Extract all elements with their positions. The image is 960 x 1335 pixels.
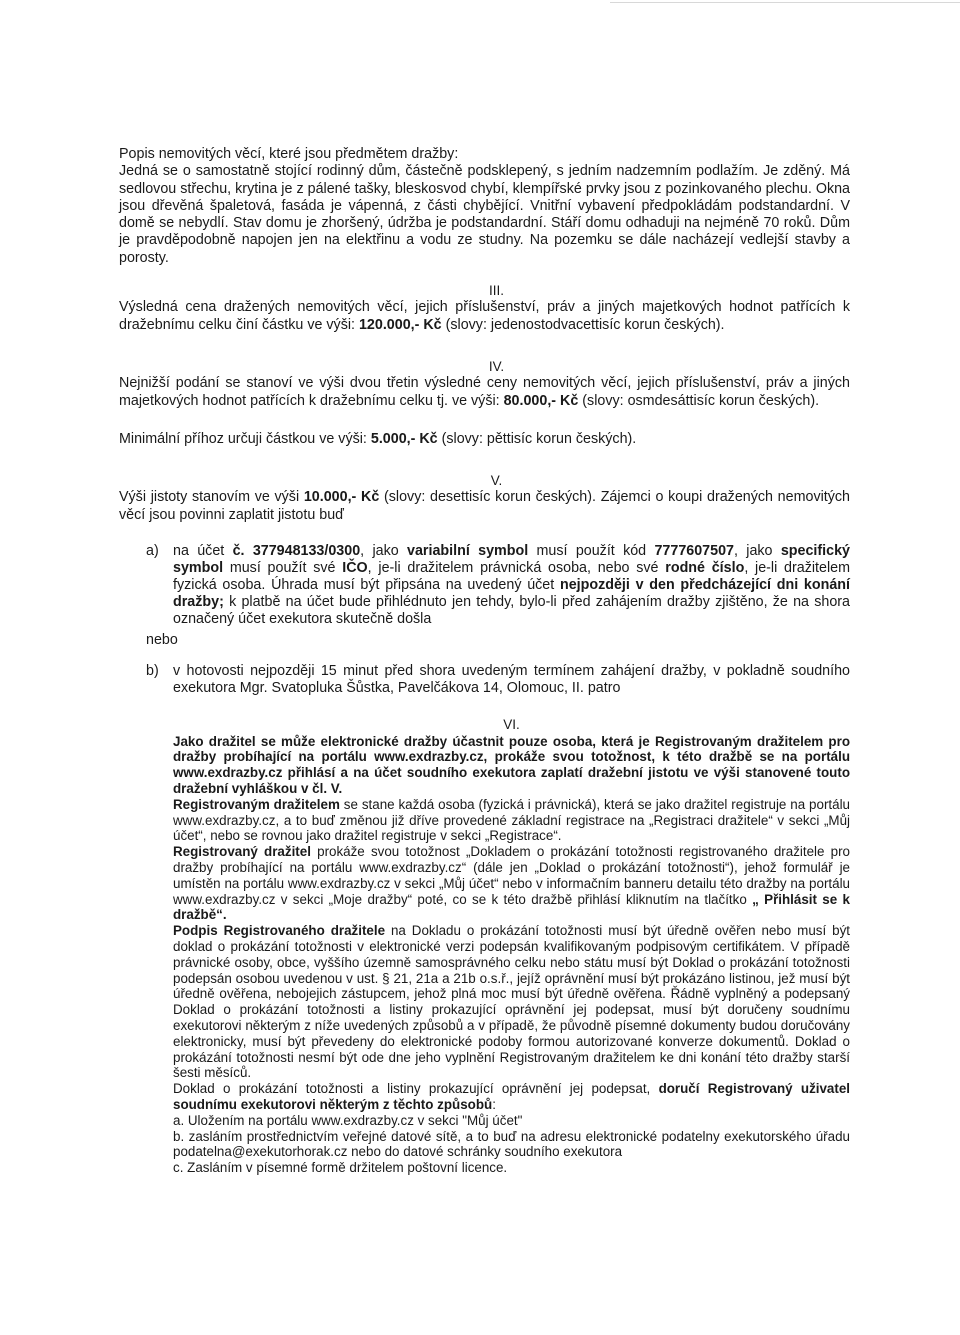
property-description xyxy=(119,146,850,267)
option-a-text: musí použít kód xyxy=(528,543,655,560)
signature-term: Podpis Registrovaného dražitele xyxy=(173,923,386,939)
lowest-bid-words: (slovy: osmdesáttisíc korun českých). xyxy=(578,392,820,409)
ico-label: IČO xyxy=(342,560,368,577)
delivery-method-b: b. zasláním prostřednictvím veřejné datové sítě, a to buď na adresu elektronické podatelny exekutorského úřadu podatelna@exekutorhorak.cz nebo do datové schránky soudního exekutora xyxy=(173,1128,850,1160)
deposit-amount: 10.000,- Kč xyxy=(303,489,380,506)
account-number: č. 377948133/0300 xyxy=(232,543,361,560)
option-a-text: k platbě na účet bude přihlédnuto jen tehdy, bylo-li před zahájením dražby zjištěno, že na shora označený účet exekutora skutečně došla xyxy=(173,594,850,628)
specific-symbol-label: specifický symbol xyxy=(173,543,850,577)
participation-conditions-text: Jako dražitel se může elektronické dražby účastnit pouze osoba, která je Registrovaným dražitelem pro dražby probíhající na portálu www.exdrazby.cz, prokáže svou totožnost, k této dražbě se na portálu www.exdrazby.cz přihlásí a na účet soudního exekutora zaplatí dražební jistotu ve výši stanovené touto dražební vyhláškou v čl. V. xyxy=(173,733,850,797)
delivery-emphasis: doručí Registrovaný uživatel soudnímu exekutorovi některým z těchto způsobů xyxy=(173,1081,851,1112)
option-a-marker: a) xyxy=(146,543,159,560)
section-vi-body xyxy=(173,734,850,1176)
option-a-text: , jako xyxy=(360,543,408,560)
variable-symbol-code: 7777607507 xyxy=(654,543,734,560)
deposit-words: (slovy: desettisíc korun českých). Zájemci o koupi dražených nemovitých věcí jsou povinni zaplatit jistotu buď xyxy=(119,489,850,523)
identity-proof-text: prokáže svou totožnost „Dokladem o prokázání totožnosti registrovaného dražitele pro dražby probíhající na portálu www.exdrazby.cz“ (dále jen „Doklad o prokázání totožnosti“), jehož formulář je umístěn na portálu www.exdrazby.cz v sekci „Můj účet“ nebo v informačním banneru detailu této dražby na portálu www.exdrazby.cz v sekci „Moje dražby“ poté, co se k této dražbě přihlásí kliknutím na tlačítko xyxy=(173,844,850,907)
signature-text: na Dokladu o prokázání totožnosti musí být úředně ověřen nebo musí být doklad o prokázání totožnosti v elektronické verzi podepsán kvalifikovaným podpisovým certifikátem. V případě právnické osoby, obce, vyššího územně samosprávného celku nebo státu musí být Doklad o prokázání totožnosti podepsán osobou uvedenou v ust. § 21, 21a a 21b o.s.ř., jejíž oprávnění musí být prokázáno listinou, jež musí být úředně ověřena, nebojejich zástupcem, jehož plná moc musí být úředně ověřena. Řádně vyplněný a podepsaný Doklad o prokázání totožnosti a listiny prokazující oprávnění jej podepsat, musí být doručeny soudnímu exekutorovi některým z níže uvedených způsobů a v případě, že původně písemné dokumenty budou doručovány elektronicky, musí být převedeny do elektronické podoby formou autorizované konverze dokumentů. Doklad o prokázání totožnosti nesmí být ode dne jeho vyplnění Registrovaným dražitelem ke dni konání této dražby starší šesti měsíců. xyxy=(173,923,850,1081)
identity-proof-paragraph xyxy=(173,844,850,923)
lowest-bid-amount: 80.000,- Kč xyxy=(503,392,579,409)
variable-symbol-label: variabilní symbol xyxy=(407,543,529,560)
signature-paragraph xyxy=(173,923,850,1081)
delivery-method-a: a. Uložením na portálu www.exdrazby.cz v sekci "Můj účet" xyxy=(173,1112,523,1128)
payment-option-b xyxy=(119,663,850,697)
lowest-bid-text: Nejnižší podání se stanoví ve výši dvou třetin výsledné ceny nemovitých věcí, jejich příslušenství, práv a jiných majetkových hodnot patřících k dražebnímu celku tj. ve výši: xyxy=(119,375,850,409)
scan-edge-line xyxy=(610,2,960,3)
option-a-text: , je-li dražitelem právnická osoba, nebo své xyxy=(367,560,666,577)
participation-conditions xyxy=(173,734,850,797)
or-separator: nebo xyxy=(146,632,178,649)
increment-words: (slovy: pěttisíc korun českých). xyxy=(437,430,637,447)
delivery-colon: : xyxy=(492,1096,496,1112)
delivery-paragraph xyxy=(173,1081,850,1113)
description-body: Jedná se o samostatně stojící rodinný dům, částečně podsklepený, s jedním nadzemním podlažím. Je zděný. Má sedlovou střechu, krytina je z pálené tašky, bleskosvod chybí, klempířské prvky jsou z pozinkovaného plechu. Okna jsou dřevěná špaletová, fasáda je vápenná, z části chybějící. Vnitřní vybavení předpokládám podstandardní. V domě se nebydlí. Stav domu je zhoršený, údržba je podstandardní. Stáří domu odhaduji na nejméně 70 roků. Dům je pravděpodobně napojen jen na elektřinu a vodu ze studny. Na pozemku se dále nacházejí vedlejší stavby a porosty. xyxy=(119,163,850,266)
price-text: Výsledná cena dražených nemovitých věcí, jejich příslušenství, práv a jiných majetkových hodnot patřících k dražebnímu celku činí částku ve výši: xyxy=(119,299,850,333)
option-a-text: , jako xyxy=(733,543,781,560)
option-a-text: musí použít své xyxy=(223,560,343,577)
resulting-price-paragraph xyxy=(119,299,850,334)
birth-number-label: rodné číslo xyxy=(665,560,745,577)
section-heading-v: V. xyxy=(490,473,503,489)
minimum-increment-paragraph xyxy=(119,431,850,448)
option-a-text: na účet xyxy=(173,543,233,560)
registered-bidder-paragraph xyxy=(173,797,850,844)
deposit-paragraph xyxy=(119,489,850,524)
document-page xyxy=(119,146,850,1176)
lowest-bid-paragraph xyxy=(119,375,850,410)
delivery-method-c: c. Zasláním v písemné formě držitelem poštovní licence. xyxy=(173,1160,508,1176)
registered-bidder-term: Registrovaným dražitelem xyxy=(173,796,340,812)
option-b-text: v hotovosti nejpozději 15 minut před shora uvedeným termínem zahájení dražby, v pokladně soudního exekutora Mgr. Svatopluka Šůstka, Pavelčákova 14, Olomouc, II. patro xyxy=(173,663,850,697)
price-words: (slovy: jedenostodvacettisíc korun českých). xyxy=(441,316,725,333)
option-a-text: , je-li dražitelem fyzická osoba. Úhrada musí být připsána na uvedený účet xyxy=(173,560,850,594)
increment-amount: 5.000,- Kč xyxy=(370,430,438,447)
payment-option-a xyxy=(119,543,850,628)
price-amount: 120.000,- Kč xyxy=(358,316,442,333)
registered-bidder-text: se stane každá osoba (fyzická i právnická), která se jako dražitel registruje na portálu www.exdrazby.cz, a to buď změnou již dříve provedené základní registrace na „Registraci dražitele“ v sekci „Můj účet“, nebo se rovnou jako dražitel registruje v sekci „Registrace“. xyxy=(173,796,851,844)
payment-deadline: nejpozději v den předcházející dni konání dražby; xyxy=(173,577,850,611)
login-button-label: „ Přihlásit se k dražbě“. xyxy=(173,891,850,923)
section-heading-iv: IV. xyxy=(488,358,505,374)
delivery-text: Doklad o prokázání totožnosti a listiny prokazující oprávnění jej podepsat, xyxy=(173,1081,659,1097)
increment-text: Minimální příhoz určuji částkou ve výši: xyxy=(119,430,371,447)
section-heading-iii: III. xyxy=(488,283,504,299)
option-b-marker: b) xyxy=(146,663,159,680)
deposit-text: Výši jistoty stanovím ve výši xyxy=(119,489,304,506)
section-heading-vi: VI. xyxy=(503,717,520,733)
registered-bidder-term-2: Registrovaný dražitel xyxy=(173,844,311,860)
description-title: Popis nemovitých věcí, které jsou předmětem dražby: xyxy=(119,146,459,162)
